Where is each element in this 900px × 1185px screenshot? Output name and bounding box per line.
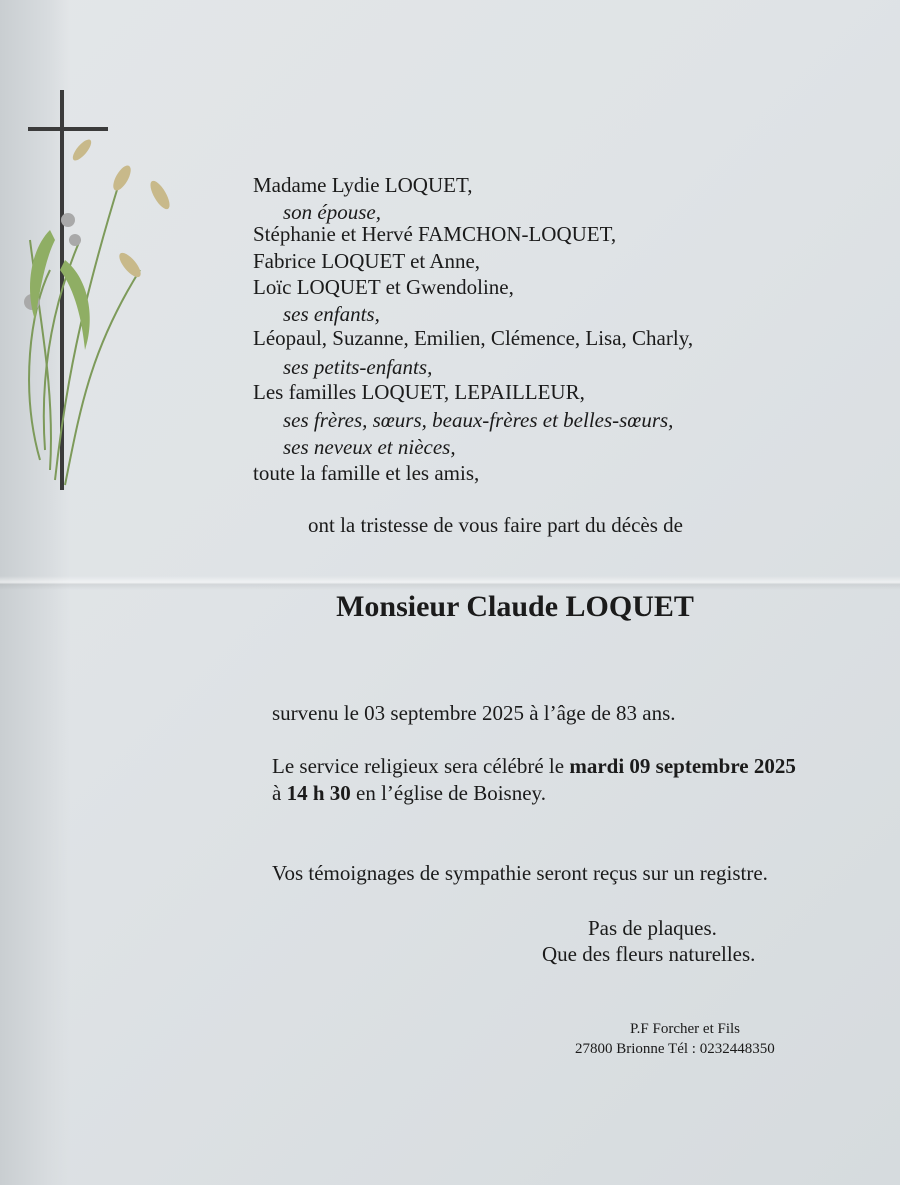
flowers-line-2: Que des fleurs naturelles. — [542, 942, 756, 966]
family-line-7: Léopaul, Suzanne, Emilien, Clémence, Lisa, Charly, — [253, 326, 694, 350]
wheat-ears — [70, 137, 173, 281]
service-date: mardi 09 septembre 2025 — [569, 754, 796, 778]
cross-horizontal-bar — [28, 127, 108, 131]
family-line-1: Madame Lydie LOQUET, — [253, 173, 473, 197]
death-date-line: survenu le 03 septembre 2025 à l’âge de 83 ans. — [272, 701, 676, 725]
funeral-home-name: P.F Forcher et Fils — [630, 1021, 741, 1037]
wheat-leaves — [30, 230, 90, 350]
family-line-3: Stéphanie et Hervé FAMCHON-LOQUET, — [253, 222, 617, 246]
flowers-line-1: Pas de plaques. — [588, 916, 717, 940]
family-line-11: ses neveux et nièces, — [283, 435, 456, 459]
service-text-c: à — [272, 781, 287, 805]
family-line-8: ses petits-enfants, — [283, 355, 433, 379]
family-line-2: son épouse, — [283, 200, 381, 224]
service-line-1 — [272, 754, 796, 779]
service-text-a: Le service religieux sera célébré le — [272, 754, 570, 778]
cross-and-wheat-illustration — [10, 90, 190, 500]
family-line-6: ses enfants, — [283, 302, 380, 326]
family-line-12: toute la famille et les amis, — [253, 461, 480, 485]
announcement-text: ont la tristesse de vous faire part du décès de — [308, 513, 683, 537]
family-line-5: Loïc LOQUET et Gwendoline, — [253, 275, 514, 299]
family-line-4: Fabrice LOQUET et Anne, — [253, 249, 481, 273]
service-time: 14 h 30 — [286, 781, 351, 805]
deceased-name: Monsieur Claude LOQUET — [336, 590, 694, 623]
paper-fold — [0, 576, 900, 590]
service-place: en l’église de Boisney. — [350, 781, 546, 805]
family-line-9: Les familles LOQUET, LEPAILLEUR, — [253, 380, 585, 404]
registry-line: Vos témoignages de sympathie seront reçus sur un registre. — [272, 861, 768, 885]
family-line-10: ses frères, sœurs, beaux-frères et belles-sœurs, — [283, 408, 674, 432]
service-line-2 — [272, 781, 546, 806]
funeral-home-contact: 27800 Brionne Tél : 0232448350 — [575, 1041, 775, 1057]
